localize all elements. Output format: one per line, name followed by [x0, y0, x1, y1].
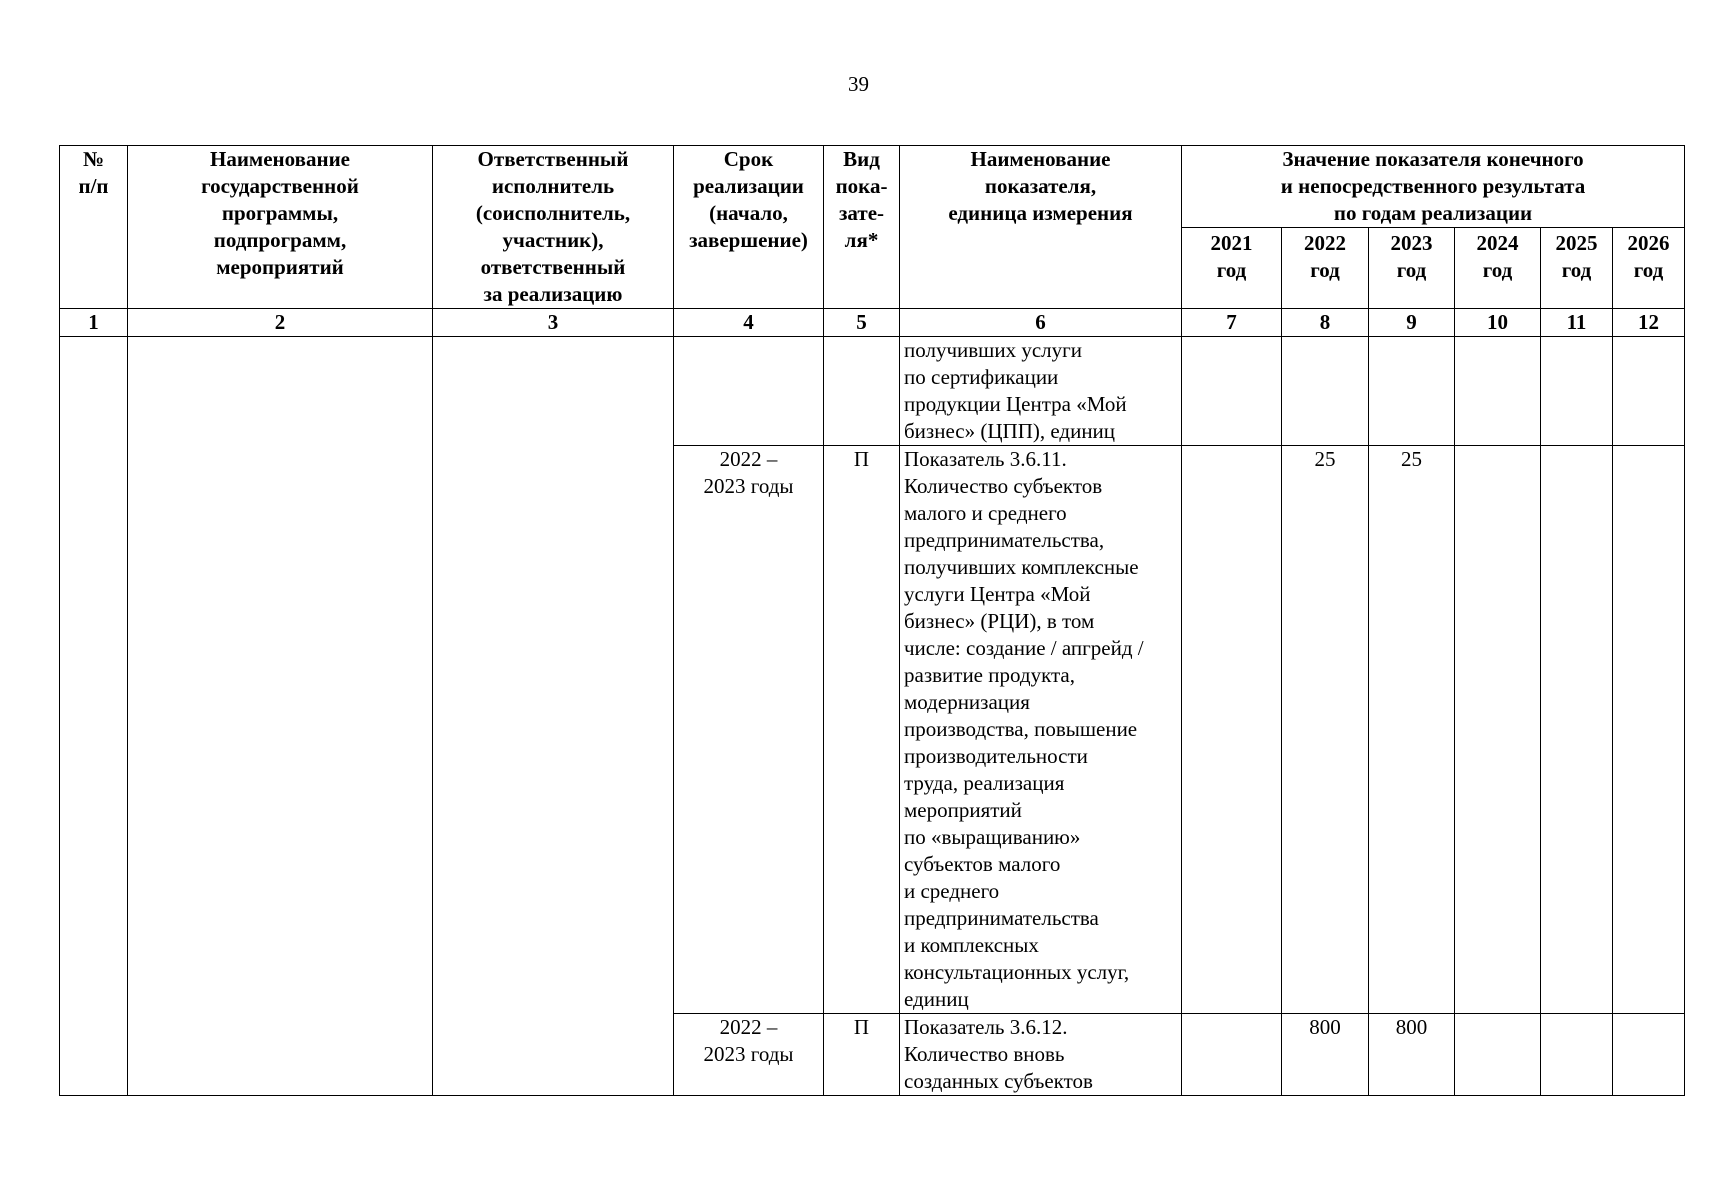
value-2022-cell [1282, 337, 1369, 446]
header-program-name: Наименование государственной программы, подпрограмм, мероприятий [128, 146, 433, 309]
row-number-cell [60, 337, 128, 1096]
value-2025-cell [1541, 337, 1613, 446]
header-indicator-type: Вид пока- зате- ля* [824, 146, 900, 309]
term-cell: 2022 – 2023 годы [674, 446, 824, 1014]
header-row-1 [60, 146, 1685, 228]
program-name-cell [128, 337, 433, 1096]
header-year-2024: 2024 год [1455, 228, 1541, 309]
column-number: 12 [1613, 309, 1685, 337]
column-number: 6 [900, 309, 1182, 337]
value-2023-cell [1369, 337, 1455, 446]
column-number: 8 [1282, 309, 1369, 337]
indicator-type-cell: П [824, 1014, 900, 1096]
value-2024-cell [1455, 446, 1541, 1014]
header-year-2023: 2023 год [1369, 228, 1455, 309]
column-number: 2 [128, 309, 433, 337]
header-year-2021: 2021 год [1182, 228, 1282, 309]
indicator-type-cell [824, 337, 900, 446]
value-2026-cell [1613, 446, 1685, 1014]
value-2022-cell: 800 [1282, 1014, 1369, 1096]
column-number: 10 [1455, 309, 1541, 337]
term-cell [674, 337, 824, 446]
value-2025-cell [1541, 1014, 1613, 1096]
column-number: 5 [824, 309, 900, 337]
column-number: 3 [433, 309, 674, 337]
column-number: 7 [1182, 309, 1282, 337]
column-number: 4 [674, 309, 824, 337]
value-2026-cell [1613, 337, 1685, 446]
header-year-2025: 2025 год [1541, 228, 1613, 309]
indicator-name-cell: Показатель 3.6.11. Количество субъектов малого и среднего предпринимательства, получивших комплексные услуги Центра «Мой бизнес» (РЦИ), в том числе: создание / апгрейд / развитие продукта, модернизация производства, повышение производительности труда, реализация мероприятий по «выращиванию» субъектов малого и среднего предпринимательства и комплексных консультационных услуг, единиц [900, 446, 1182, 1014]
header-indicator-name: Наименование показателя, единица измерения [900, 146, 1182, 309]
column-numbers-row [60, 309, 1685, 337]
header-term: Срок реализации (начало, завершение) [674, 146, 824, 309]
value-2021-cell [1182, 337, 1282, 446]
table-row [60, 337, 1685, 446]
value-2022-cell: 25 [1282, 446, 1369, 1014]
indicator-type-cell: П [824, 446, 900, 1014]
term-cell: 2022 – 2023 годы [674, 1014, 824, 1096]
page-number: 39 [848, 72, 869, 96]
header-number: № п/п [60, 146, 128, 309]
header-values-group: Значение показателя конечного и непосредственного результата по годам реализации [1182, 146, 1685, 228]
value-2024-cell [1455, 337, 1541, 446]
value-2023-cell: 25 [1369, 446, 1455, 1014]
value-2021-cell [1182, 446, 1282, 1014]
header-year-2026: 2026 год [1613, 228, 1685, 309]
header-year-2022: 2022 год [1282, 228, 1369, 309]
indicators-table [59, 145, 1685, 1096]
value-2023-cell: 800 [1369, 1014, 1455, 1096]
value-2025-cell [1541, 446, 1613, 1014]
header-responsible: Ответственный исполнитель (соисполнитель, участник), ответственный за реализацию [433, 146, 674, 309]
indicator-name-cell: получивших услуги по сертификации продукции Центра «Мой бизнес» (ЦПП), единиц [900, 337, 1182, 446]
column-number: 11 [1541, 309, 1613, 337]
value-2021-cell [1182, 1014, 1282, 1096]
responsible-cell [433, 337, 674, 1096]
indicator-name-cell: Показатель 3.6.12. Количество вновь созданных субъектов [900, 1014, 1182, 1096]
column-number: 1 [60, 309, 128, 337]
value-2026-cell [1613, 1014, 1685, 1096]
column-number: 9 [1369, 309, 1455, 337]
value-2024-cell [1455, 1014, 1541, 1096]
